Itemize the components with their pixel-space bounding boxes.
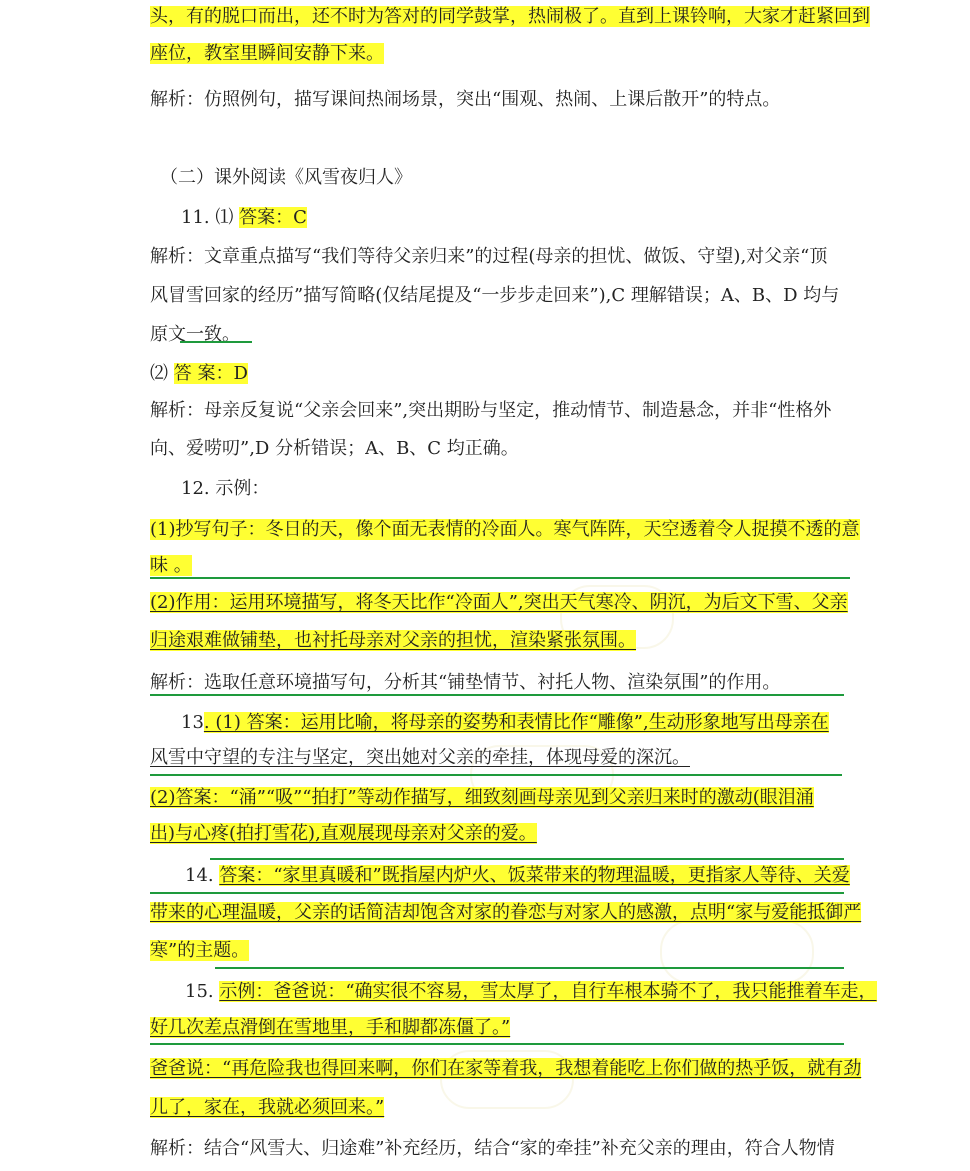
answer-line: [150, 628, 850, 654]
green-rule: [150, 892, 844, 894]
answer-line: [150, 745, 850, 771]
highlighted-text: 好几次差点滑倒在雪地里，手和脚都冻僵了。”: [150, 1017, 511, 1038]
underlined-text: 风雪中守望的专注与坚定，突出她对父亲的牵挂，体现母爱的深沉。: [150, 747, 690, 768]
highlighted-text: 归途艰难做铺垫，也衬托母亲对父亲的担忧，渲染紧张氛围。: [150, 630, 636, 651]
answer-text: 答 案：D: [173, 363, 248, 384]
analysis-line: [150, 1136, 850, 1162]
text-line: [150, 41, 850, 67]
plain-text: 解析：结合“风雪大、归途难”补充经历，结合“家的牵挂”补充父亲的理由，符合人物情: [150, 1138, 835, 1159]
analysis-line: [150, 398, 850, 424]
green-rule: [215, 967, 844, 969]
analysis-line: [150, 436, 850, 462]
question-13: [181, 710, 851, 736]
green-rule: [210, 858, 844, 860]
plain-text: 风冒雪回家的经历”描写简略(仅结尾提及“一步步走回来”),C 理解错误；A、B、D 均与: [150, 285, 840, 306]
answer-line: [150, 785, 850, 811]
highlighted-text: 答案：“家里真暖和”既指屋内炉火、饭菜带来的物理温暖，更指家人等待、关爱: [219, 865, 850, 886]
highlighted-text: (2)作用：运用环境描写，将冬天比作“冷面人”,突出天气寒冷、阴沉，为后文下雪、父亲: [150, 592, 848, 613]
plain-text: 原文一致。: [150, 324, 240, 345]
analysis-line: [150, 283, 850, 309]
highlighted-text: (1)抄写句子：冬日的天，像个面无表情的冷面人。寒气阵阵，天空透着令人捉摸不透的意: [150, 519, 860, 540]
green-rule: [150, 694, 844, 696]
answer-text: 答案：C: [239, 207, 307, 228]
question-11-1: [181, 205, 881, 231]
question-12: [181, 476, 881, 502]
answer-line: [150, 1015, 850, 1041]
plain-text: 11. ⑴: [181, 207, 240, 228]
plain-text: 解析：仿照例句，描写课间热闹场景，突出“围观、热闹、上课后散开”的特点。: [150, 89, 781, 110]
plain-text: （二）课外阅读《风雪夜归人》: [160, 167, 412, 188]
plain-text: 解析：选取任意环境描写句，分析其“铺垫情节、衬托人物、渲染氛围”的作用。: [150, 672, 781, 693]
analysis-line: [150, 244, 850, 270]
highlighted-text: 儿了，家在，我就必须回来。”: [150, 1097, 385, 1118]
section-heading: [160, 165, 860, 191]
highlighted-text: (2)答案：“涌”“吸”“拍打”等动作描写，细致刻画母亲见到父亲归来时的激动(眼泪涌: [150, 787, 814, 808]
plain-text: 15.: [185, 981, 220, 1002]
analysis-line: [150, 322, 850, 348]
highlighted-text: 寒”的主题。: [150, 940, 250, 961]
highlighted-text: 座位，教室里瞬间安静下来。: [150, 43, 384, 64]
analysis-line: [150, 87, 850, 113]
answer-line: [150, 1095, 850, 1121]
answer-line: [150, 821, 850, 847]
answer-line: [150, 900, 862, 926]
highlighted-text: . (1) 答案：运用比喻，将母亲的姿势和表情比作“雕像”,生动形象地写出母亲在: [203, 712, 829, 733]
green-rule: [180, 341, 252, 343]
answer-line: [150, 590, 850, 616]
plain-text: 解析：文章重点描写“我们等待父亲归来”的过程(母亲的担忧、做饭、守望),对父亲“顶: [150, 246, 828, 267]
green-rule: [150, 774, 842, 776]
answer-line: [150, 517, 860, 543]
highlighted-text: 带来的心理温暖，父亲的话简洁却饱含对家的眷恋与对家人的感激，点明“家与爱能抵御严: [150, 902, 862, 923]
plain-text: 解析：母亲反复说“父亲会回来”,突出期盼与坚定，推动情节、制造悬念，并非“性格外: [150, 400, 832, 421]
plain-text: ⑵: [150, 363, 174, 384]
answer-line: [150, 1056, 862, 1082]
green-rule: [150, 1043, 844, 1045]
highlighted-text: 味 。: [150, 555, 192, 576]
plain-text: 向、爱唠叨”,D 分析错误；A、B、C 均正确。: [150, 438, 519, 459]
plain-text: 14.: [185, 865, 220, 886]
question-14: [185, 863, 855, 889]
answer-line: [150, 938, 850, 964]
question-15: [185, 979, 877, 1005]
green-rule: [150, 577, 850, 579]
analysis-line: [150, 670, 850, 696]
plain-text: 13: [181, 712, 204, 733]
highlighted-text: 头，有的脱口而出，还不时为答对的同学鼓掌，热闹极了。直到上课铃响，大家才赶紧回到: [150, 6, 870, 27]
question-11-2: [150, 361, 850, 387]
highlighted-text: 爸爸说：“再危险我也得回来啊，你们在家等着我，我想着能吃上你们做的热乎饭，就有劲: [150, 1058, 862, 1079]
plain-text: 12. 示例：: [181, 478, 270, 499]
answer-line: [150, 553, 850, 579]
highlighted-text: 出)与心疼(拍打雪花),直观展现母亲对父亲的爱。: [150, 823, 537, 844]
highlighted-text: 示例：爸爸说：“确实很不容易，雪太厚了，自行车根本骑不了，我只能推着车走，: [219, 981, 877, 1002]
text-line: [150, 4, 870, 30]
